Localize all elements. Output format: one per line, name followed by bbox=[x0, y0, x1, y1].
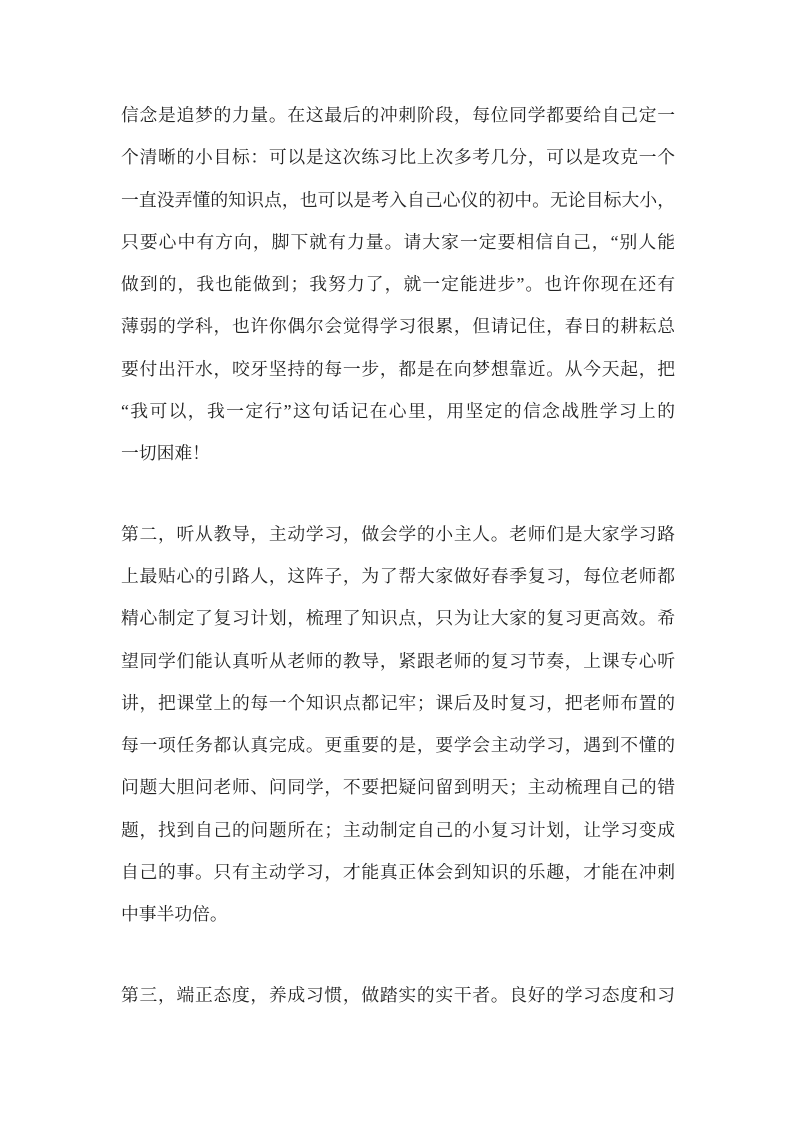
document-text-block bbox=[121, 94, 675, 1054]
text-line: 一切困难！ bbox=[121, 443, 210, 464]
text-line: 一直没弄懂的知识点，也可以是考入自己心仪的初中。无论目标大小， bbox=[121, 189, 675, 210]
text-line: 做到的，我也能做到；我努力了，就一定能进步”。也许你现在还有 bbox=[121, 274, 675, 295]
text-line: 题，找到自己的问题所在；主动制定自己的小复习计划，让学习变成 bbox=[121, 819, 675, 840]
paragraph bbox=[121, 513, 675, 936]
text-line: 第二，听从教导，主动学习，做会学的小主人。老师们是大家学习路 bbox=[121, 523, 675, 544]
text-line: “我可以，我一定行”这句话记在心里，用坚定的信念战胜学习上的 bbox=[121, 401, 675, 422]
paragraph bbox=[121, 94, 675, 475]
text-line: 望同学们能认真听从老师的教导，紧跟老师的复习节奏，上课专心听 bbox=[121, 650, 675, 671]
text-line: 薄弱的学科，也许你偶尔会觉得学习很累，但请记住，春日的耕耘总 bbox=[121, 316, 675, 337]
text-line: 只要心中有方向，脚下就有力量。请大家一定要相信自己，“别人能 bbox=[121, 231, 675, 252]
text-line: 讲，把课堂上的每一个知识点都记牢；课后及时复习，把老师布置的 bbox=[121, 692, 675, 713]
paragraph bbox=[121, 974, 675, 1016]
text-line: 精心制定了复习计划，梳理了知识点，只为让大家的复习更高效。希 bbox=[121, 608, 675, 629]
text-line: 信念是追梦的力量。在这最后的冲刺阶段，每位同学都要给自己定一 bbox=[121, 105, 675, 125]
text-line: 上最贴心的引路人，这阵子，为了帮大家做好春季复习，每位老师都 bbox=[121, 565, 675, 586]
text-line: 要付出汗水，咬牙坚持的每一步，都是在向梦想靠近。从今天起，把 bbox=[121, 358, 675, 379]
text-line: 每一项任务都认真完成。更重要的是，要学会主动学习，遇到不懂的 bbox=[121, 735, 675, 756]
text-line: 个清晰的小目标：可以是这次练习比上次多考几分，可以是攻克一个 bbox=[121, 147, 675, 168]
text-line: 自己的事。只有主动学习，才能真正体会到知识的乐趣，才能在冲刺 bbox=[121, 862, 675, 883]
text-line: 第三，端正态度，养成习惯，做踏实的实干者。良好的学习态度和习 bbox=[121, 984, 675, 1005]
text-line: 问题大胆问老师、问同学，不要把疑问留到明天；主动梳理自己的错 bbox=[121, 777, 675, 798]
text-line: 中事半功倍。 bbox=[121, 904, 228, 925]
